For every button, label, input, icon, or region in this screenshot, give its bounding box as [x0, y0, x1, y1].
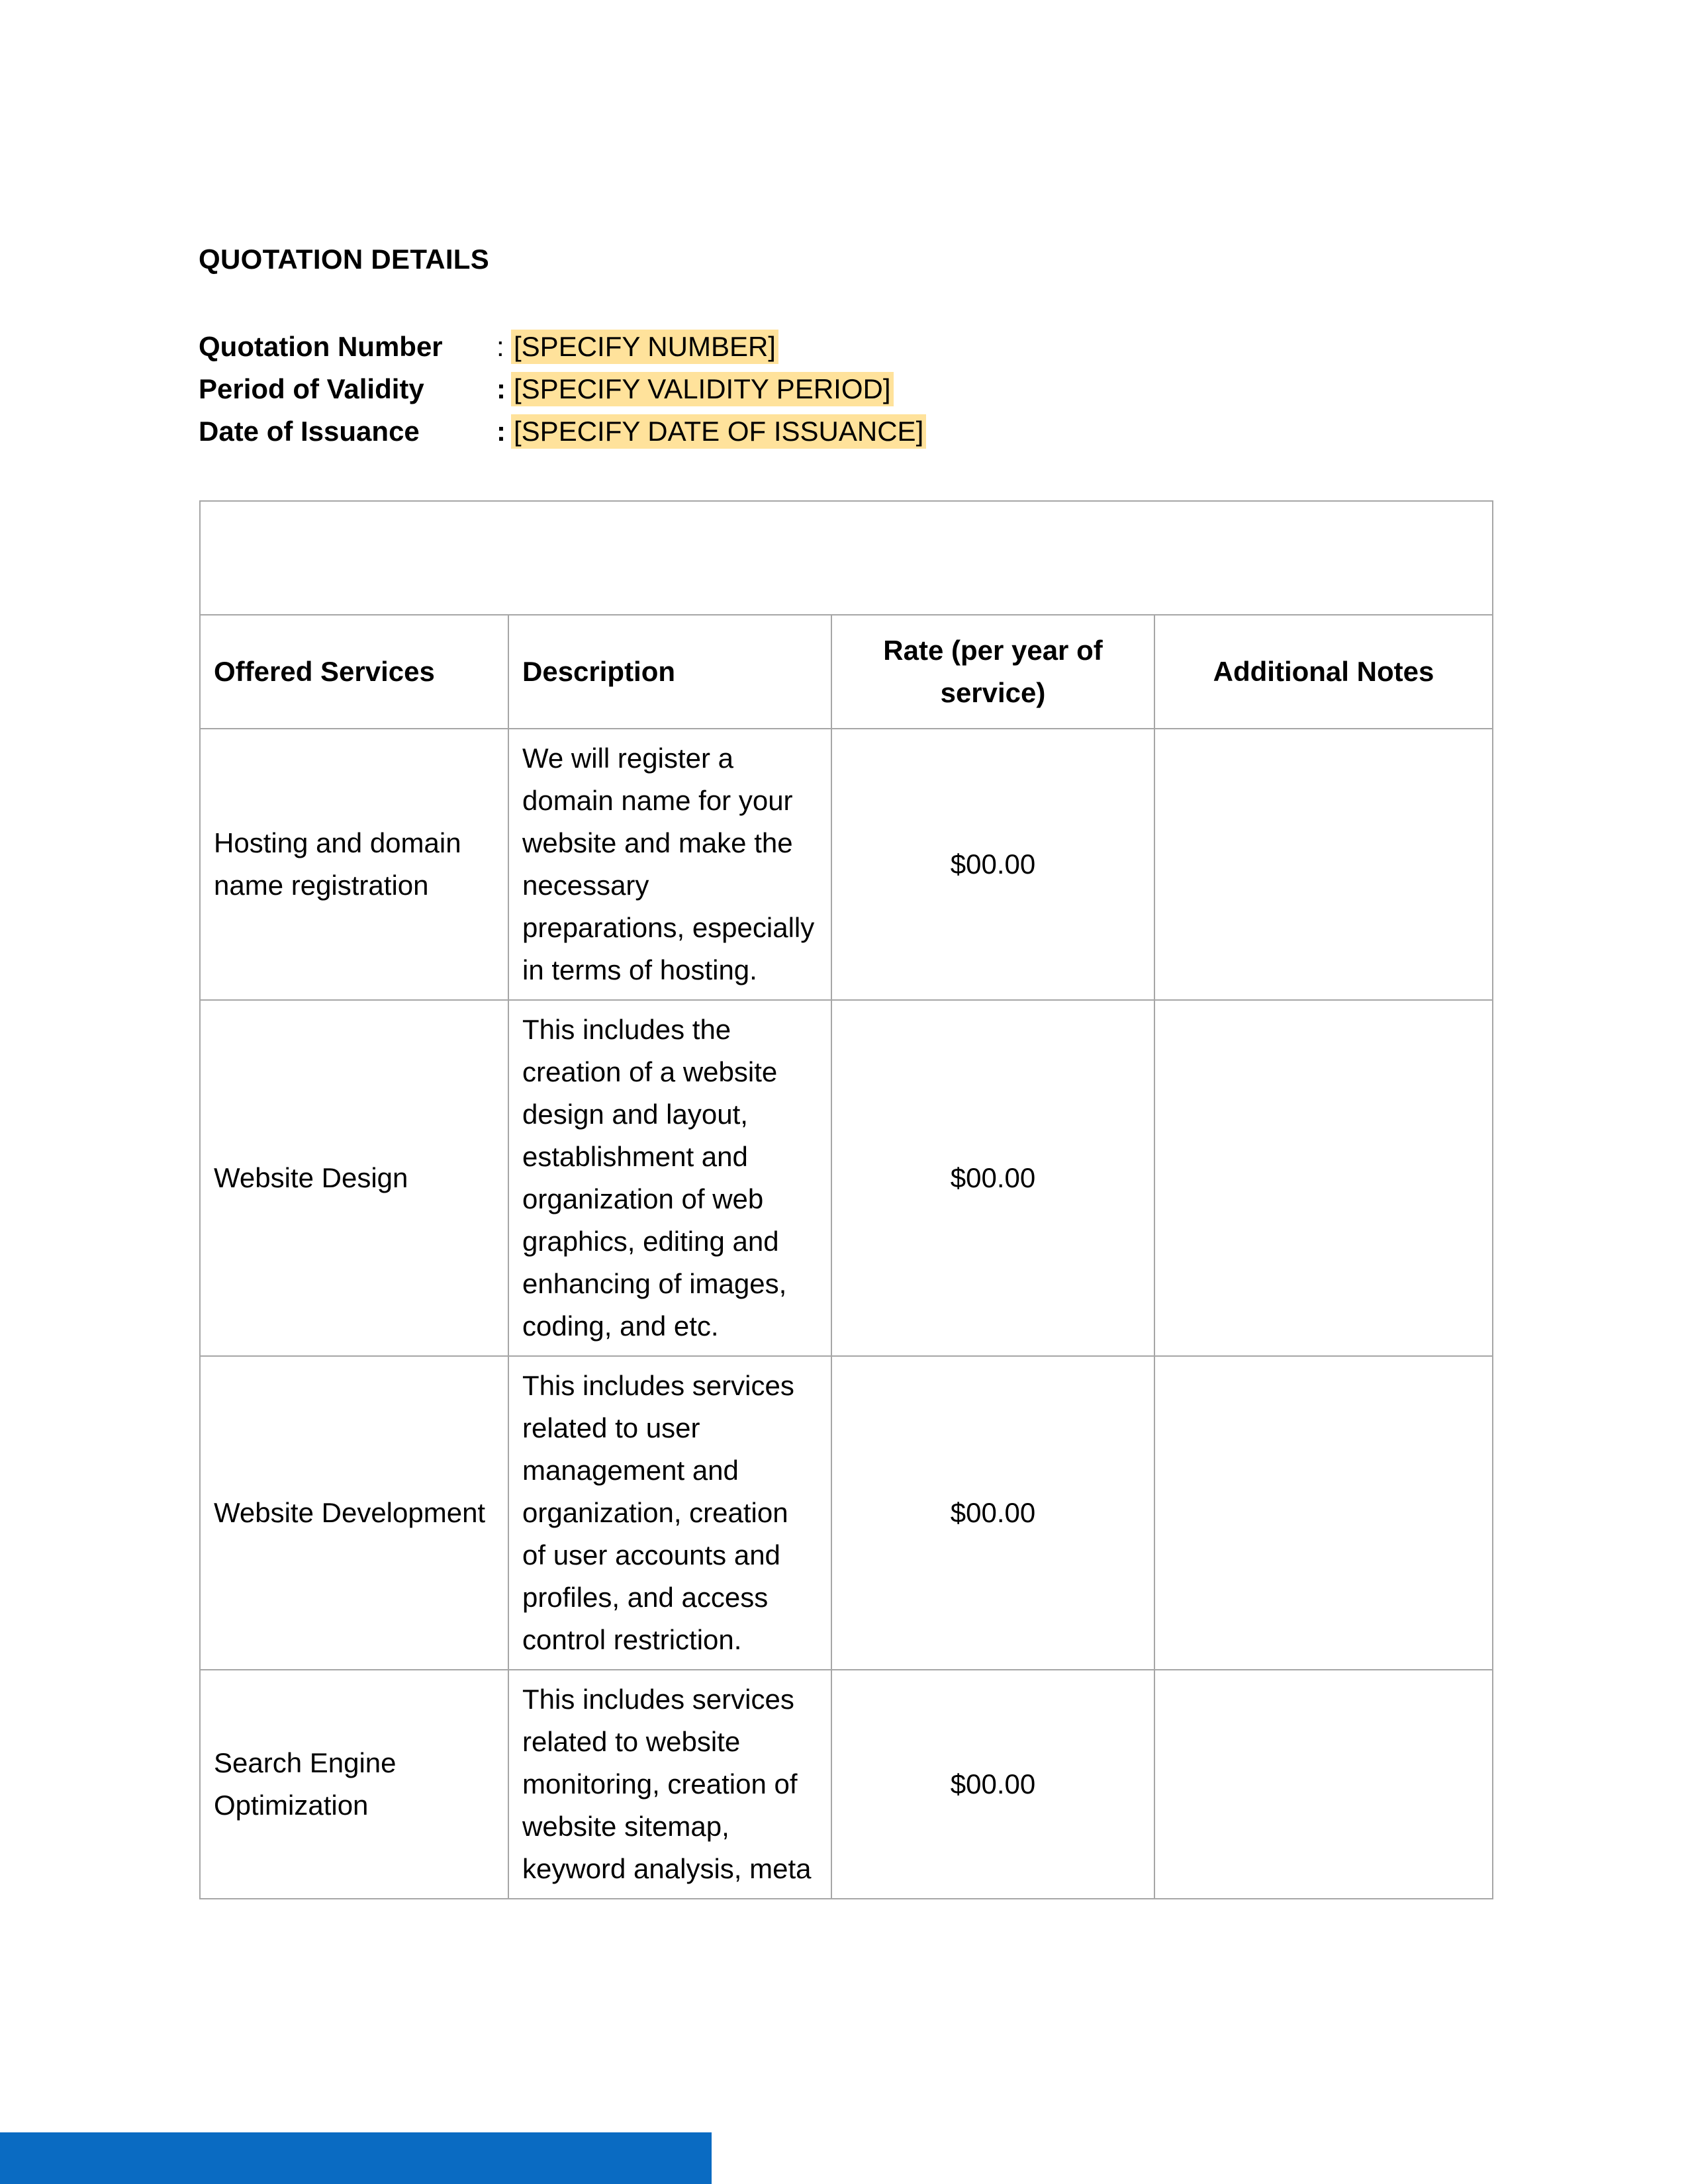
service-rate: $00.00	[831, 1670, 1154, 1899]
table-row	[200, 729, 1493, 1000]
service-rate: $00.00	[831, 1356, 1154, 1670]
table-row	[200, 1356, 1493, 1670]
service-description: This includes services related to website monitoring, creation of website sitemap, keyword analysis, meta	[508, 1670, 831, 1899]
service-name: Website Development	[200, 1356, 508, 1670]
footer-accent-bar	[0, 2132, 712, 2184]
service-name: Website Design	[200, 1000, 508, 1356]
service-notes	[1154, 1356, 1493, 1670]
header-description: Description	[508, 615, 831, 729]
header-additional-notes: Additional Notes	[1154, 615, 1493, 729]
service-notes	[1154, 1000, 1493, 1356]
issuance-date-row	[199, 410, 926, 453]
validity-period-row	[199, 368, 926, 410]
service-rate: $00.00	[831, 729, 1154, 1000]
quotation-number-value: [SPECIFY NUMBER]	[511, 330, 778, 364]
quotation-details	[199, 326, 926, 453]
quotation-number-separator: :	[496, 331, 504, 362]
header-rate: Rate (per year of service)	[831, 615, 1154, 729]
quotation-number-row	[199, 326, 926, 368]
validity-period-label: Period of Validity	[199, 373, 424, 404]
service-notes	[1154, 1670, 1493, 1899]
table-row	[200, 1670, 1493, 1899]
table-row	[200, 1000, 1493, 1356]
table-blank-cell	[200, 501, 1493, 615]
service-name: Hosting and domain name registration	[200, 729, 508, 1000]
table-blank-row	[200, 501, 1493, 615]
issuance-date-label: Date of Issuance	[199, 416, 420, 447]
service-description: This includes services related to user management and organization, creation of user accounts and profiles, and access control restriction.	[508, 1356, 831, 1670]
header-offered-services: Offered Services	[200, 615, 508, 729]
services-table	[199, 500, 1493, 1899]
service-description: This includes the creation of a website design and layout, establishment and organization of web graphics, editing and enhancing of images, coding, and etc.	[508, 1000, 831, 1356]
table-header-row	[200, 615, 1493, 729]
validity-period-separator: :	[496, 373, 506, 404]
service-description: We will register a domain name for your website and make the necessary preparations, especially in terms of hosting.	[508, 729, 831, 1000]
quotation-number-label: Quotation Number	[199, 331, 443, 362]
service-notes	[1154, 729, 1493, 1000]
issuance-date-separator: :	[496, 416, 506, 447]
validity-period-value: [SPECIFY VALIDITY PERIOD]	[511, 372, 894, 406]
section-title: QUOTATION DETAILS	[199, 244, 490, 275]
issuance-date-value: [SPECIFY DATE OF ISSUANCE]	[511, 414, 926, 449]
service-name: Search Engine Optimization	[200, 1670, 508, 1899]
service-rate: $00.00	[831, 1000, 1154, 1356]
